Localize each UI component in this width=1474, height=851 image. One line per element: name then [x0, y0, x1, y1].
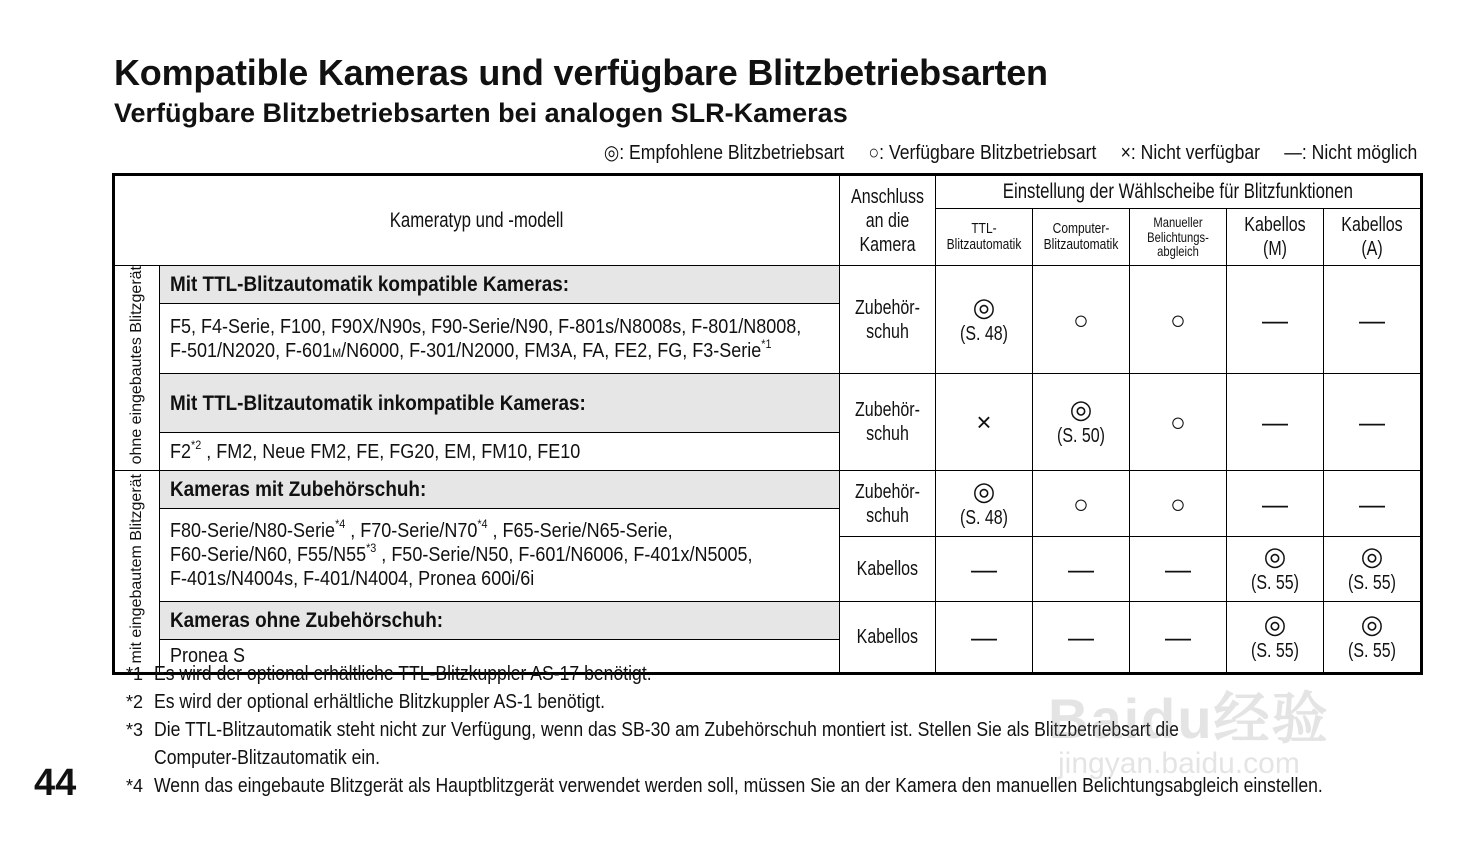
page-number: 44 [34, 762, 77, 804]
legend-impossible: —: Nicht möglich [1283, 142, 1417, 164]
group-title-without-hotshoe: Kameras ohne Zubehörschuh: [160, 602, 840, 640]
value-cell: — [1033, 537, 1130, 602]
legend-unavailable: ×: Nicht verfügbar [1120, 142, 1260, 164]
value-cell: ○ [1033, 266, 1130, 374]
header-dial-setting: Einstellung der Wählscheibe für Blitzfunktionen [936, 176, 1421, 209]
group-title-ttl-incompatible: Mit TTL-Blitzautomatik inkompatible Kameras: [160, 374, 840, 433]
model-list-without-hotshoe: Pronea S [160, 640, 840, 673]
value-cell: — [1324, 266, 1421, 374]
value-cell: — [1324, 374, 1421, 471]
value-cell: ◎ (S. 55) [1227, 602, 1324, 673]
connection-cell: Kabellos [840, 537, 936, 602]
footnote-continuation: Computer-Blitzautomatik ein. [154, 747, 380, 769]
connection-cell: Zubehör- schuh [840, 266, 936, 374]
page-title: Kompatible Kameras und verfügbare Blitzbetriebsarten [114, 52, 1048, 93]
value-cell: ○ [1130, 374, 1227, 471]
header-mode-manual: Manueller Belichtungs- abgleich [1130, 209, 1227, 266]
side-label-builtin-flash: mit eingebautem Blitzgerät [115, 471, 160, 673]
value-cell: ◎ (S. 50) [1033, 374, 1130, 471]
header-camera-model: Kameratyp und -modell [115, 176, 840, 266]
value-cell: — [1130, 602, 1227, 673]
footnote: *1 Es wird der optional erhältliche TTL-Blitzkuppler AS-17 benötigt. [126, 663, 652, 685]
group-title-ttl-compatible: Mit TTL-Blitzautomatik kompatible Kameras: [160, 266, 840, 304]
connection-cell: Kabellos [840, 602, 936, 673]
model-list-with-hotshoe: F80-Serie/N80-Serie$^{*4}$ , F70-Serie/N70$^{*4}$ , F65-Serie/N65-Serie, F60-Serie/N60, F55/N55$^{*3}$ , F50-Serie/N50, F-601/N6006, F-401x/N5005, F-401s/N4004s, F-401/N4004, Pronea 600i/6i [160, 509, 840, 602]
value-cell: ◎ (S. 55) [1227, 537, 1324, 602]
side-label-no-builtin-flash: ohne eingebautes Blitzgerät [115, 266, 160, 471]
footnote: *2 Es wird der optional erhältliche Blitzkuppler AS-1 benötigt. [126, 691, 605, 713]
value-cell: × [936, 374, 1033, 471]
symbol-legend [584, 140, 1417, 165]
footnote: *4 Wenn das eingebaute Blitzgerät als Hauptblitzgerät verwendet werden soll, müssen Sie an der Kamera den manuellen Belichtungsabgleich einstellen. [126, 775, 1323, 797]
footnote: *3 Die TTL-Blitzautomatik steht nicht zur Verfügung, wenn das SB-30 am Zubehörschuh montiert ist. Stellen Sie als Blitzbetriebsart die [126, 719, 1179, 741]
value-cell: ○ [1033, 471, 1130, 537]
watermark-logo-text: Baidu经验 [1048, 687, 1330, 750]
value-cell: — [1130, 537, 1227, 602]
model-list-ttl-incompatible: F2$^{*2}$ , FM2, Neue FM2, FE, FG20, EM, FM10, FE10 [160, 433, 840, 471]
value-cell: — [1227, 374, 1324, 471]
model-list-ttl-compatible: F5, F4-Serie, F100, F90X/N90s, F90-Serie/N90, F-801s/N8008s, F-801/N8008, F-501/N2020, F-601M/N6000, F-301/N2000, FM3A, FA, FE2, FG, F3-Serie$^{*1}$ [160, 304, 840, 374]
legend-available: ○: Verfügbare Blitzbetriebsart [868, 142, 1097, 164]
value-cell: ○ [1130, 266, 1227, 374]
header-mode-wireless-a: Kabellos (A) [1324, 209, 1421, 266]
header-mode-ttl: TTL- Blitzautomatik [936, 209, 1033, 266]
legend-recommended: ◎: Empfohlene Blitzbetriebsart [603, 142, 844, 164]
value-cell: — [936, 602, 1033, 673]
value-cell: ◎ (S. 55) [1324, 602, 1421, 673]
value-cell: ◎ (S. 48) [936, 266, 1033, 374]
value-cell: — [1324, 471, 1421, 537]
group-title-with-hotshoe: Kameras mit Zubehörschuh: [160, 471, 840, 509]
connection-cell: Zubehör- schuh [840, 471, 936, 537]
page-subtitle: Verfügbare Blitzbetriebsarten bei analogen SLR-Kameras [114, 98, 848, 128]
value-cell: — [1033, 602, 1130, 673]
header-mode-wireless-m: Kabellos (M) [1227, 209, 1324, 266]
value-cell: — [1227, 266, 1324, 374]
footnotes [126, 660, 1474, 800]
value-cell: ◎ (S. 55) [1324, 537, 1421, 602]
value-cell: ◎ (S. 48) [936, 471, 1033, 537]
value-cell: — [936, 537, 1033, 602]
header-connection: Anschluss an die Kamera [840, 176, 936, 266]
watermark-url: jingyan.baidu.com [1058, 747, 1300, 780]
value-cell: — [1227, 471, 1324, 537]
compatibility-table [114, 175, 1421, 673]
connection-cell: Zubehör- schuh [840, 374, 936, 471]
value-cell: ○ [1130, 471, 1227, 537]
header-mode-computer: Computer- Blitzautomatik [1033, 209, 1130, 266]
